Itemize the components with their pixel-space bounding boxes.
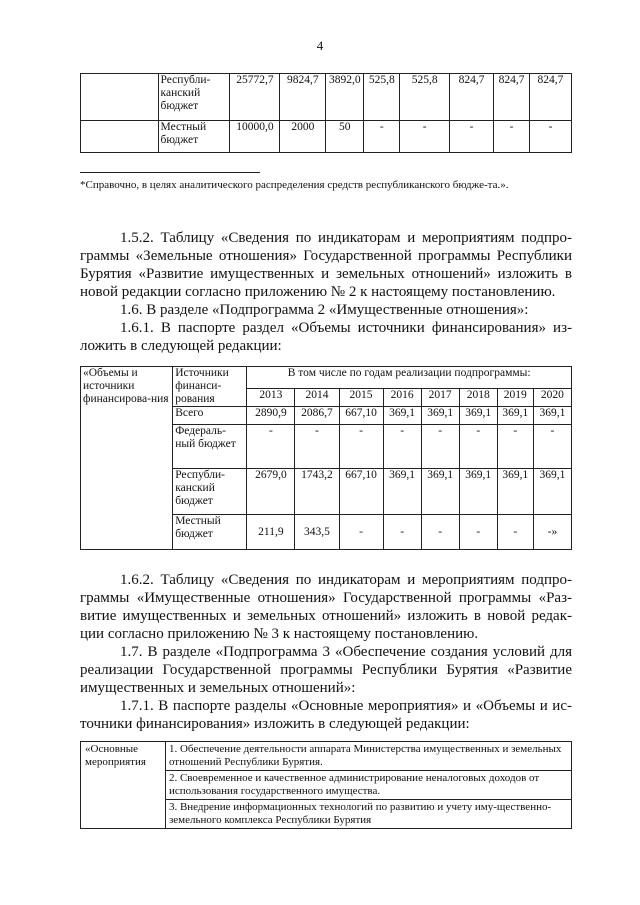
activity-item: 2. Своевременное и качественное администрирование неналоговых доходов от использования государственного имущества. bbox=[166, 771, 571, 800]
paragraph-1-7: 1.7. В разделе «Подпрограмма 3 «Обеспечение создания условий для реализации Государственной программы Республики Бурятия «Развитие имущественных и земельных отношений»: bbox=[80, 644, 572, 696]
table-row bbox=[81, 742, 572, 829]
paragraph-1-6: 1.6. В разделе «Подпрограмма 2 «Имущественные отношения»: bbox=[120, 302, 529, 318]
footnote-divider bbox=[80, 172, 260, 173]
activity-item: 1. Обеспечение деятельности аппарата Министерства имущественных и земельных отношений Республики Бурятия. bbox=[166, 742, 571, 771]
row-label: Местный бюджет bbox=[158, 121, 230, 153]
paragraph-1-6-2: 1.6.2. Таблицу «Сведения по индикаторам и мероприятиям подпро-граммы «Имущественные отношения» Государственной программы «Раз-витие имущественных и земельных отношений» изложить в новой редак-ции согласно приложению № 3 к настоящему постановлению. bbox=[80, 572, 572, 642]
sources-header: Источники финанси-рования bbox=[173, 367, 247, 407]
row-label: Республи-канский бюджет bbox=[158, 74, 230, 121]
paragraph-1-6-1: 1.6.1. В паспорте раздел «Объемы источники финансирования» из-ложить в следующей редакции: bbox=[80, 320, 572, 354]
paragraph-1-5-2: 1.5.2. Таблицу «Сведения по индикаторам и мероприятиям подпро-граммы «Земельные отношения» Государственной программы Республики Бурятия «Развитие имущественных и земельных отношений» изложить в новой редакции согласно приложению № 2 к настоящему постановлению. bbox=[80, 230, 572, 300]
budget-table-continued bbox=[80, 73, 572, 153]
page-number: 4 bbox=[316, 38, 324, 53]
activity-item: 3. Внедрение информационных технологий по развитию и учету иму-щественно-земельного комплекса Республики Бурятия bbox=[168, 801, 552, 826]
activities-table bbox=[80, 741, 572, 829]
table-row: Федераль-ный бюджет - - - - - - - - bbox=[81, 425, 572, 469]
table-row: Республи-канский бюджет 25772,7 9824,7 3892,0 525,8 525,8 824,7 824,7 824,7 bbox=[81, 74, 572, 121]
table-row bbox=[81, 367, 572, 389]
years-header: В том числе по годам реализации подпрограммы: bbox=[247, 367, 572, 389]
section-label: «Объемы и источники финансирова-ния bbox=[81, 367, 173, 550]
table-row: Всего 2890,9 2086,7 667,10 369,1 369,1 369,1 369,1 369,1 bbox=[81, 407, 572, 425]
year-row: 2013 2014 2015 2016 2017 2018 2019 2020 bbox=[81, 388, 572, 406]
table-row: Местный бюджет 211,9 343,5 - - - - - -» bbox=[81, 515, 572, 550]
financing-table bbox=[80, 366, 572, 550]
table-row: Местный бюджет 10000,0 2000 50 - - - - - bbox=[81, 121, 572, 153]
paragraph-1-7-1: 1.7.1. В паспорте разделы «Основные мероприятия» и «Объемы и ис-точники финансирования» изложить в следующей редакции: bbox=[80, 698, 572, 732]
footnote: *Справочно, в целях аналитического распределения средств республиканского бюдже-та.». bbox=[80, 179, 509, 191]
table-row: Республи-канский бюджет 2679,0 1743,2 667,10 369,1 369,1 369,1 369,1 369,1 bbox=[81, 469, 572, 515]
activities-label: «Основные мероприятия bbox=[81, 742, 166, 829]
